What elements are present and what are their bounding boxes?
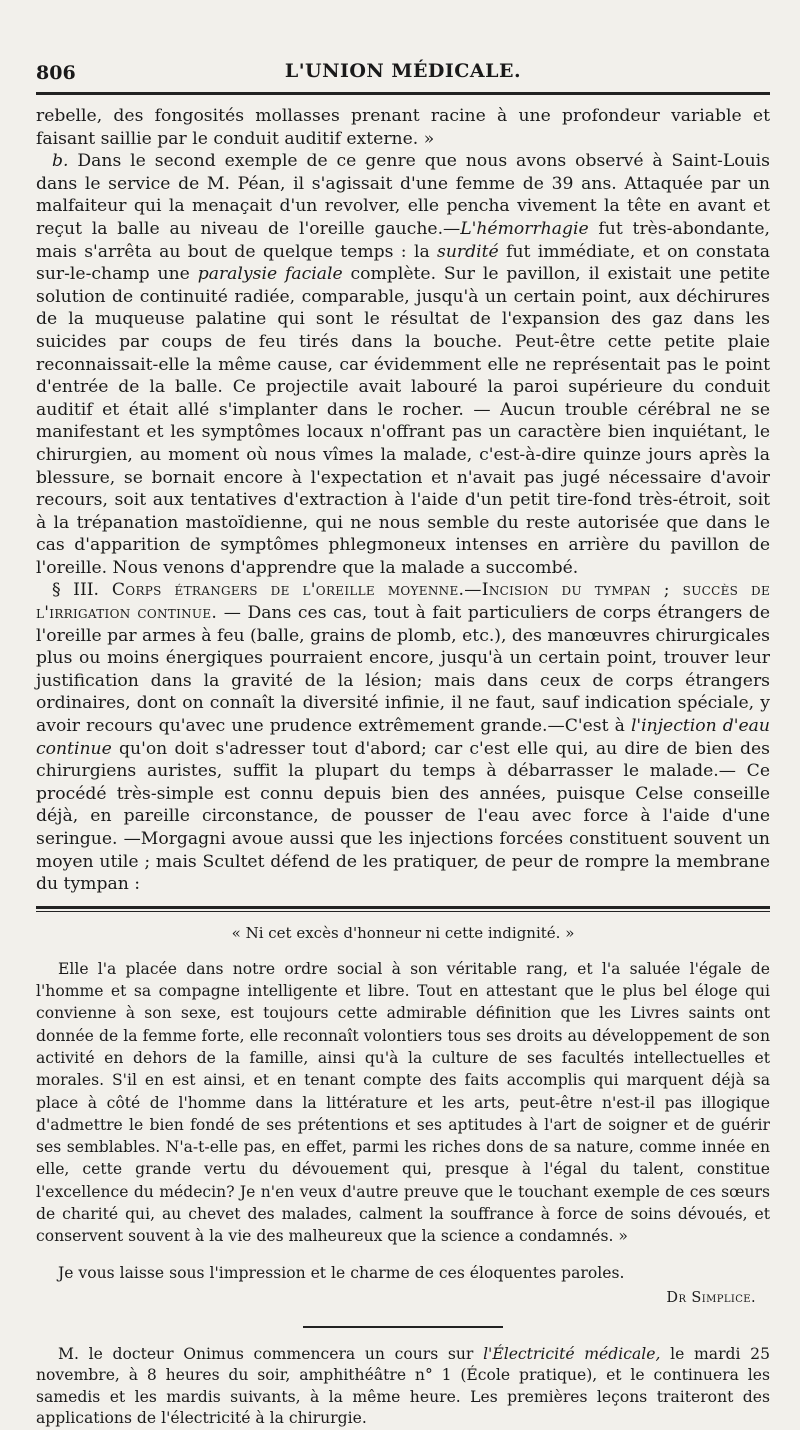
course-title: l'Électricité médicale, (483, 1344, 661, 1363)
announcement (36, 1344, 770, 1430)
feuilleton (36, 924, 770, 1306)
term-hemorrhagie: L'hémorrhagie (460, 218, 589, 239)
article-paragraph-1: rebelle, des fongosités mollasses prenant racine à une profondeur variable et faisant saillie par le conduit auditif externe. » (36, 106, 770, 149)
running-title: L'UNION MÉDICALE. (284, 60, 522, 82)
feuilleton-divider (36, 906, 770, 912)
feuilleton-quote: « Ni cet excès d'honneur ni cette indignité. » (231, 923, 575, 942)
main-article (36, 105, 770, 896)
term-paralysie: paralysie faciale (197, 264, 343, 285)
signature: Dr Simplice. (666, 1289, 756, 1306)
announcement-paragraph: M. le docteur Onimus commencera un cours sur l'Électricité médicale, le mardi 25 novembre, à 8 heures du soir, amphithéâtre n° 1 (École pratique), et le continuera les samedis et les mardis suivants, à la même heure. Les premières leçons traiteront des applications de l'électricité à la chirurgie. (36, 1344, 770, 1428)
section-heading: Corps étrangers de l'oreille moyenne.—Incision du tympan ; succès de l'irrigation continue. (36, 580, 771, 624)
example-label: b. (52, 151, 69, 172)
section-number: § III. (52, 580, 99, 601)
term-surdite: surdité (437, 241, 499, 262)
page-header (36, 56, 770, 90)
header-rule (36, 92, 770, 95)
page-number: 806 (36, 62, 76, 84)
feuilleton-paragraph-1: Elle l'a placée dans notre ordre social à son véritable rang, et l'a saluée l'égale de l'homme et sa compagne intelligente et libre. Tout en attestant que le plus bel éloge qui convienne à son sexe, est toujours cette admirable définition que les Livres saints ont donnée de la femme forte, elle reconnaît volontiers tous ses droits au développement de son activité en dehors de la famille, ainsi qu'à la culture de ses facultés intellectuelles et morales. S'il en est ainsi, et en tenant compte des faits accomplis qui marquent déjà sa place à côté de l'homme dans la littérature et les arts, peut-être n'est-il pas illogique d'admettre le bien fondé de ses prétentions et ses aptitudes à l'art de soigner et de guérir ses semblables. N'a-t-elle pas, en effet, parmi les riches dons de sa nature, comme innée en elle, cette grande vertu du dévouement qui, presque à l'égal du talent, constitue l'excellence du médecin? Je n'en veux d'autre preuve que le touchant exemple de ces sœurs de charité qui, au chevet des malades, calment la souffrance à force de soins dévoués, et conservent souvent à la vie des malheureux que la science a condamnés. » (36, 959, 770, 1246)
article-paragraph-3: § III. Corps étrangers de l'oreille moyenne.—Incision du tympan ; succès de l'irrigation continue. — Dans ces cas, tout à fait particuliers de corps étrangers de l'oreille par armes à feu (balle, grains de plomb, etc.), des manœuvres chirurgicales plus ou moins énergiques pourraient encore, jusqu'à un certain point, trouver leur justification dans la gravité de la lésion; mais dans ceux de corps étrangers ordinaires, dont on connaît la diversité infinie, il ne faut, sauf indication spéciale, y avoir recours qu'avec une prudence extrêmement grande.—C'est à l'injection d'eau continue qu'on doit s'adresser tout d'abord; car c'est elle qui, au dire de bien des chirurgiens auristes, suffit la plupart du temps à débarrasser le malade.— Ce procédé très-simple est connu depuis bien des années, puisque Celse conseille déjà, en pareille circonstance, de pousser de l'eau avec force à l'aide d'une seringue. —Morgagni avoue aussi que les injections forcées constituent souvent un moyen utile ; mais Scultet défend de les pratiquer, de peur de rompre la membrane du tympan : (36, 580, 771, 895)
article-paragraph-2: b. Dans le second exemple de ce genre que nous avons observé à Saint-Louis dans le service de M. Péan, il s'agissait d'une femme de 39 ans. Attaquée par un malfaiteur qui la menaçait d'un revolver, elle pencha vivement la tête en avant et reçut la balle au niveau de l'oreille gauche.—L'hémorrhagie fut très-abondante, mais s'arrêta au bout de quelque temps : la surdité fut immédiate, et on constata sur-le-champ une paralysie faciale complète. Sur le pavillon, il existait une petite solution de continuité radiée, comparable, jusqu'à un certain point, aux déchirures de la muqueuse palatine qui sont le résultat de l'expansion des gaz dans les suicides par coups de feu tirés dans la bouche. Peut-être cette petite plaie reconnaissait-elle la même cause, car évidemment elle ne représentait pas le point d'entrée de la balle. Ce projectile avait labouré la paroi supérieure du conduit auditif et était allé s'implanter dans le rocher. — Aucun trouble cérébral ne se manifestant et les symptômes locaux n'offrant pas un caractère bien inquiétant, le chirurgien, au moment où nous vîmes la malade, c'est-à-dire quinze jours après la blessure, se bornait encore à l'expectation et n'avait pas jugé nécessaire d'avoir recours, soit aux tentatives d'extraction à l'aide d'un petit tire-fond très-étroit, soit à la trépanation mastoïdienne, qui ne nous semble du reste autorisée que dans le cas d'apparition de symptômes phlegmoneux intenses en arrière du pavillon de l'oreille. Nous venons d'apprendre que la malade a succombé. (36, 151, 771, 578)
announcement-divider (303, 1326, 503, 1328)
term-injection: l'injection d'eau continue (36, 716, 770, 759)
feuilleton-paragraph-2: Je vous laisse sous l'impression et le charme de ces éloquentes paroles. (58, 1263, 625, 1282)
